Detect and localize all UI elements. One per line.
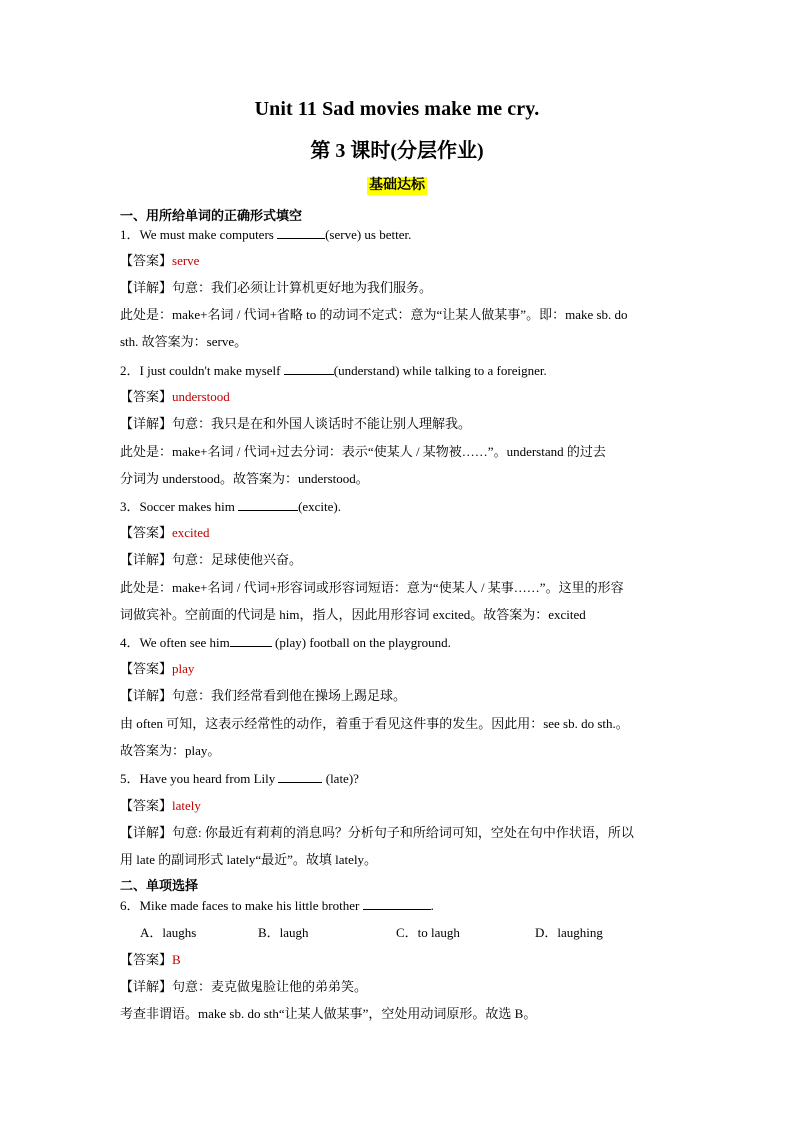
answer-4: 【答案】play [120,661,195,676]
answer-blank [363,896,431,910]
answer-6: 【答案】B [120,952,181,967]
detail-3-line3: 词做宾补。空前面的代词是 him，指人，因此用形容词 excited。故答案为：excited [120,607,586,622]
detail-6: 【详解】句意：麦克做鬼脸让他的弟弟笑。 [120,979,368,994]
detail-1-line3: sth. 故答案为：serve。 [120,334,248,349]
detail-3: 【详解】句意：足球使他兴奋。 [120,552,303,567]
section2-heading: 二、单项选择 [120,878,199,893]
answer-blank [278,769,322,783]
detail-5-line2: 用 late 的副词形式 lately“最近”。故填 lately。 [120,852,378,867]
question-3: 3．Soccer makes him (excite). [120,499,342,514]
detail-1: 【详解】句意：我们必须让计算机更好地为我们服务。 [120,280,433,295]
question-4: 4．We often see him (play) football on the playground. [120,635,451,650]
answer-blank [230,633,272,647]
detail-2-line2: 此处是：make+名词 / 代词+过去分词：表示“使某人 / 某物被……”。understand 的过去 [120,444,606,459]
section1-heading: 一、用所给单词的正确形式填空 [120,208,303,223]
option-b: B．laugh [258,925,309,940]
question-5: 5．Have you heard from Lily (late)? [120,771,359,786]
answer-1: 【答案】serve [120,253,200,268]
title-chinese: 第 3 课时(分层作业) [310,140,484,162]
question-6: 6．Mike made faces to make his little brother . [120,898,434,913]
detail-6-line2: 考查非谓语。make sb. do sth“让某人做某事”，空处用动词原形。故选 B。 [120,1006,537,1021]
answer-blank [238,497,298,511]
detail-2-line3: 分词为 understood。故答案为：understood。 [120,471,369,486]
detail-1-line2: 此处是：make+名词 / 代词+省略 to 的动词不定式：意为“让某人做某事”。即：make sb. do [120,307,628,322]
detail-3-line2: 此处是：make+名词 / 代词+形容词或形容词短语：意为“使某人 / 某事……”。这里的形容 [120,580,624,595]
detail-4-line3: 故答案为：play。 [120,743,221,758]
question-1: 1．We must make computers (serve) us better. [120,227,412,242]
detail-4-line2: 由 often 可知，这表示经常性的动作，着重于看见这件事的发生。因此用：see sb. do sth.。 [120,716,629,731]
answer-blank [284,361,334,375]
level-badge: 基础达标 [369,178,425,193]
title-english: Unit 11 Sad movies make me cry. [254,98,540,120]
answer-2: 【答案】understood [120,389,230,404]
detail-5: 【详解】句意: 你最近有莉莉的消息吗？分析句子和所给词可知，空处在句中作状语，所以 [120,825,634,840]
option-a: A．laughs [140,925,197,940]
answer-5: 【答案】lately [120,798,201,813]
answer-3: 【答案】excited [120,525,210,540]
detail-2: 【详解】句意：我只是在和外国人谈话时不能让别人理解我。 [120,416,472,431]
answer-blank [277,225,325,239]
detail-4: 【详解】句意：我们经常看到他在操场上踢足球。 [120,688,407,703]
option-c: C．to laugh [396,925,460,940]
option-d: D．laughing [535,925,603,940]
question-2: 2．I just couldn't make myself (understand) while talking to a foreigner. [120,363,547,378]
